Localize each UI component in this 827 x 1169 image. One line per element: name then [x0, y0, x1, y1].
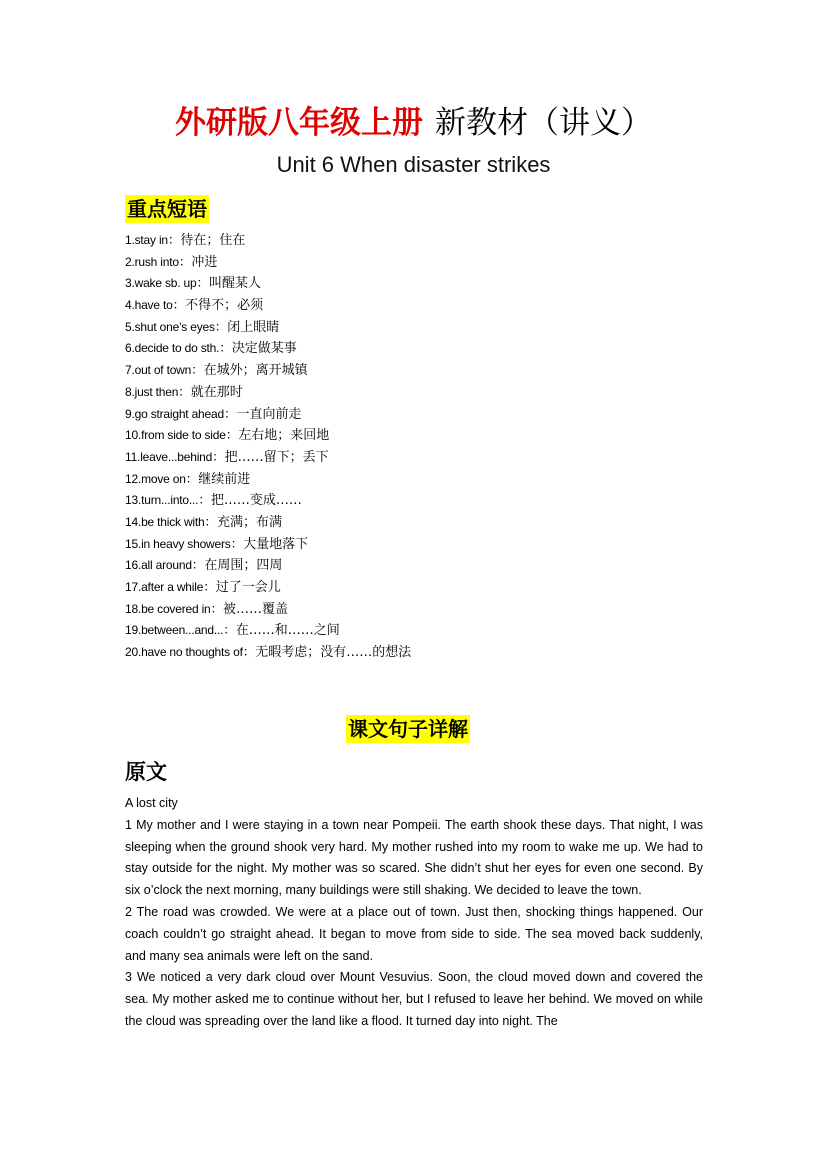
original-text-heading: 原文	[125, 759, 167, 784]
phrase-item: 19.between...and...：在……和……之间	[125, 622, 340, 639]
phrase-item: 5.shut one’s eyes：闭上眼睛	[125, 318, 280, 335]
phrase-item: 3.wake sb. up：叫醒某人	[125, 275, 261, 292]
phrase-item: 7.out of town：在城外；离开城镇	[125, 362, 308, 379]
passage	[125, 793, 703, 1033]
phrase-item: 14.be thick with：充满；布满	[125, 513, 283, 530]
phrase-item: 8.just then：就在那时	[125, 383, 243, 400]
passage-paragraph: 1 My mother and I were staying in a town near Pompeii. The earth shook these days. That night, I was sleeping when the ground shook very hard. My mother rushed into my room to wake me up. We had to stay outside for the night. My mother was so scared. She didn’t shut her eyes for even one second. By six o’clock the next morning, many buildings were still shaking. We decided to leave the town.	[125, 817, 703, 898]
phrase-item: 16.all around：在周围；四周	[125, 557, 283, 574]
phrase-item: 18.be covered in：被……覆盖	[125, 600, 289, 617]
passage-paragraph: 2 The road was crowded. We were at a place out of town. Just then, shocking things happened. Our coach couldn’t go straight ahead. It began to move from side to side. The sea moved back suddenly, and many sea animals were left on the sand.	[125, 904, 703, 963]
phrase-list	[125, 229, 411, 663]
phrase-item: 17.after a while：过了一会儿	[125, 579, 281, 595]
phrase-item: 13.turn...into...：把……变成……	[125, 492, 302, 509]
phrase-item: 9.go straight ahead：一直向前走	[125, 405, 302, 422]
phrase-item: 2.rush into：冲进	[125, 253, 218, 270]
phrase-item: 4.have to：不得不；必须	[125, 297, 264, 314]
phrases-heading: 重点短语	[127, 197, 207, 221]
document-title	[0, 100, 827, 146]
phrase-item: 1.stay in：待在；住在	[125, 232, 246, 248]
phrase-item: 11.leave...behind：把……留下；丢下	[125, 448, 329, 465]
phrase-item: 6.decide to do sth.：决定做某事	[125, 340, 297, 357]
phrase-item: 15.in heavy showers：大量地落下	[125, 535, 309, 552]
phrase-item: 10.from side to side：左右地；来回地	[125, 427, 330, 444]
sentences-heading: 课文句子详解	[348, 717, 468, 741]
title-red-part: 外研版八年级上册	[175, 105, 423, 141]
unit-subtitle: Unit 6 When disaster strikes	[276, 152, 551, 177]
phrase-item: 12.move on：继续前进	[125, 470, 251, 487]
passage-paragraph: 3 We noticed a very dark cloud over Mount Vesuvius. Soon, the cloud moved down and covered the sea. My mother asked me to continue without her, but I refused to leave her behind. We moved on while the cloud was spreading over the land like a flood. It turned day into night. The	[125, 970, 703, 1028]
phrase-item: 20.have no thoughts of：无暇考虑；没有……的想法	[125, 644, 412, 661]
passage-title: A lost city	[125, 796, 178, 810]
title-black-part: 新教材（讲义）	[435, 105, 652, 141]
